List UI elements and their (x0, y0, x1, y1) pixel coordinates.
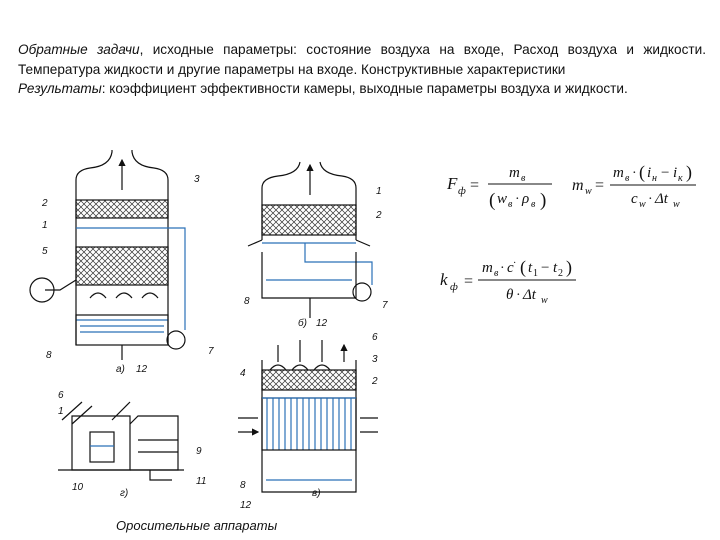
label-b-1: 1 (376, 186, 382, 197)
label-b-sub: б) (298, 318, 307, 329)
k-paren-l: ( (520, 257, 526, 277)
mw-num-i2: i (673, 165, 678, 181)
inverse-label: Обратные задачи (18, 42, 140, 57)
mw-lhs: m (572, 177, 584, 194)
diagram-a-eliminator-pack (76, 200, 168, 218)
f-den-rho-sub: в (531, 199, 536, 210)
k-lhs-sub: ф (450, 281, 458, 293)
diagram-c-outlet-arrows (278, 340, 344, 362)
label-c-4: 4 (240, 368, 246, 379)
f-num-sub: в (521, 173, 526, 184)
f-den-rho: ρ (522, 191, 530, 207)
k-eq: = (464, 273, 474, 290)
mw-minus: − (661, 165, 670, 181)
mw-dot: · (632, 166, 637, 181)
k-lhs: k (440, 270, 448, 289)
k-den-dot: · (516, 288, 521, 303)
diagram-c-eliminator-pack (262, 370, 356, 390)
mw-lhs-sub: w (585, 186, 592, 197)
label-a-2: 2 (42, 198, 48, 209)
mw-num-i1: i (647, 165, 652, 181)
mw-den-c: c (631, 191, 638, 207)
k-num-m: m (482, 260, 493, 276)
diagram-c-fans (270, 365, 330, 370)
label-a-7: 7 (208, 346, 214, 357)
label-a-3: 3 (194, 174, 200, 185)
mw-paren-r: ) (686, 162, 692, 182)
diagram-a-water-pipe (168, 228, 185, 330)
label-a-12: 12 (136, 364, 148, 375)
label-d-10: 10 (72, 482, 84, 493)
diagram-c-tube-bank (262, 398, 356, 450)
diagram-b (248, 162, 372, 318)
mw-paren-l: ( (639, 162, 645, 182)
diagram-b-basin (262, 252, 356, 298)
label-d-11: 11 (196, 476, 207, 487)
diagram-d-drain (150, 470, 172, 480)
label-d-9: 9 (196, 446, 202, 457)
f-lhs-sub: ф (458, 185, 466, 197)
diagram-b-fill-pack (262, 205, 356, 235)
diagram-b-top-hood (262, 162, 356, 210)
k-den-dt: Δt (523, 287, 536, 303)
label-b-12: 12 (316, 318, 328, 329)
f-den-w-sub: в (508, 199, 513, 210)
diagram-d (58, 402, 184, 480)
k-dot: · (500, 261, 505, 276)
k-num-c-dot: · (513, 258, 517, 269)
diagram-a-fill-pack (76, 247, 168, 285)
mw-den-c-sub: w (639, 199, 646, 210)
label-c-sub: в) (312, 488, 321, 499)
k-num-m-sub: в (494, 268, 499, 279)
figure-caption: Оросительные аппараты (116, 518, 278, 533)
mw-num-m-sub: в (625, 173, 630, 184)
k-paren-r: ) (566, 257, 572, 277)
diagram-d-tank (130, 416, 178, 470)
f-num: m (509, 165, 520, 181)
label-a-1: 1 (42, 220, 48, 231)
diagram-a-pump (167, 331, 185, 349)
k-den-dt-sub: w (541, 295, 548, 306)
label-b-7: 7 (382, 300, 388, 311)
k-num-t1-sub: 1 (533, 268, 538, 279)
label-a-5: 5 (42, 246, 48, 257)
diagram-d-tank-lines (138, 440, 178, 452)
diagram-b-water-pipe (305, 243, 372, 285)
mw-num-i1-sub: н (652, 173, 657, 184)
mw-den-dt-sub: w (673, 199, 680, 210)
label-c-3: 3 (372, 354, 378, 365)
diagram-a (30, 150, 185, 360)
results-text: : коэффициент эффективности камеры, выходные параметры воздуха и жидкости. (101, 81, 628, 97)
label-d-6: 6 (58, 390, 64, 401)
label-c-6: 6 (372, 332, 378, 343)
diagram-c-air-inlet-right (360, 418, 378, 432)
f-dot: · (515, 192, 520, 207)
k-num-t1: t (528, 260, 533, 276)
k-den-theta: θ (506, 287, 514, 303)
diagram-c-basin (262, 460, 356, 492)
label-a-sub: а) (116, 364, 125, 375)
mw-eq: = (595, 177, 605, 194)
results-label: Результаты (18, 81, 102, 97)
mw-den-dot: · (648, 192, 653, 207)
mw-num-m: m (613, 165, 624, 181)
k-num-c: c (507, 260, 514, 276)
f-lhs: F (447, 174, 458, 193)
k-num-t2-sub: 2 (558, 268, 563, 279)
mw-den-dt: Δt (655, 191, 668, 207)
label-d-1: 1 (58, 406, 64, 417)
f-den-w: w (497, 191, 508, 207)
diagram-c (238, 340, 378, 492)
f-paren-r: ) (540, 190, 547, 211)
label-c-2: 2 (372, 376, 378, 387)
inverse-text: , исходные параметры: состояние воздуха на входе, Расход воздуха и жидкости. Температура жидкости и другие параметры на входе. Конструктивные характеристики (18, 42, 706, 77)
diagram-a-basin-water (76, 320, 168, 332)
diagram-c-air-inlet-left (238, 418, 258, 432)
label-c-12: 12 (240, 500, 252, 511)
f-paren-l: ( (489, 190, 496, 211)
label-c-8: 8 (240, 480, 246, 491)
k-minus: − (541, 260, 550, 276)
label-b-2: 2 (376, 210, 382, 221)
k-num-t2: t (553, 260, 558, 276)
diagram-d-wheel (90, 432, 114, 462)
label-b-8: 8 (244, 296, 250, 307)
label-d-sub: г) (120, 488, 129, 499)
diagram-a-inlet-louvers (90, 293, 158, 298)
f-eq: = (470, 177, 480, 194)
label-a-8: 8 (46, 350, 52, 361)
mw-num-i2-sub: к (678, 173, 683, 184)
